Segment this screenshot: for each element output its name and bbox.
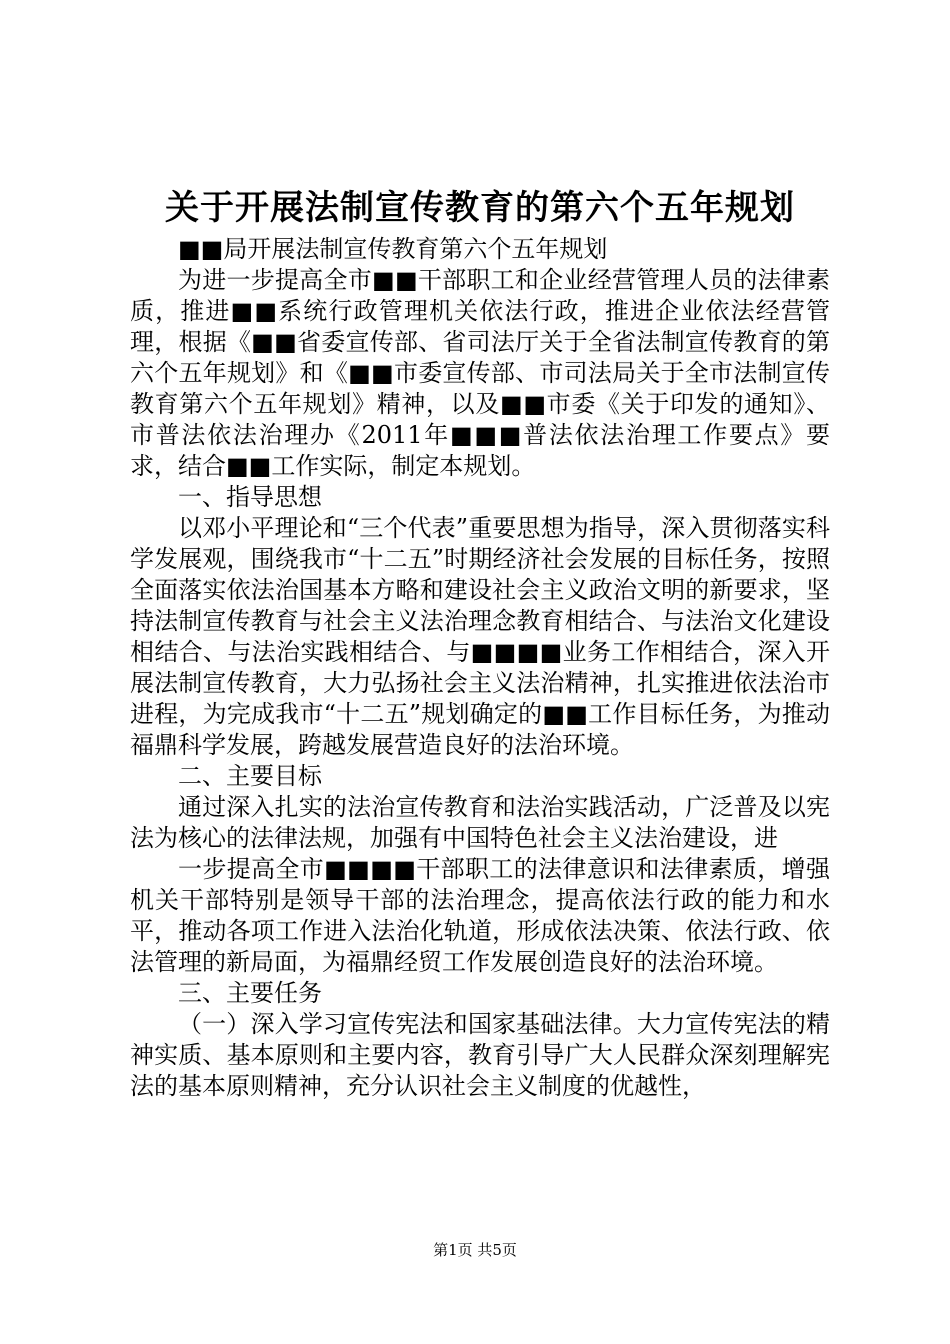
- document-page: [130, 0, 830, 1344]
- paragraph-main-goals-2: 一步提高全市■■■■干部职工的法律意识和法律素质，增强机关干部特别是领导干部的法治理念，提高依法行政的能力和水平，推动各项工作进入法治化轨道，形成依法决策、依法行政、依法管理的新局面，为福鼎经贸工作发展创造良好的法治环境。: [130, 855, 830, 976]
- paragraph-guiding-thought: 以邓小平理论和“三个代表”重要思想为指导，深入贯彻落实科学发展观，围绕我市“十二五”时期经济社会发展的目标任务，按照全面落实依法治国基本方略和建设社会主义政治文明的新要求，坚持法制宣传教育与社会主义法治理念教育相结合、与法治文化建设相结合、与法治实践相结合、与■■■■业务工作相结合，深入开展法制宣传教育，大力弘扬社会主义法治精神，扎实推进依法治市进程，为完成我市“十二五”规划确定的■■工作目标任务，为推动福鼎科学发展，跨越发展营造良好的法治环境。: [130, 514, 830, 759]
- paragraph-subtitle: ■■局开展法制宣传教育第六个五年规划: [178, 235, 608, 263]
- heading-main-goals: 二、主要目标: [178, 762, 322, 790]
- paragraph-intro: 为进一步提高全市■■干部职工和企业经营管理人员的法律素质，推进■■系统行政管理机关依法行政，推进企业依法经营管理，根据《■■省委宣传部、省司法厅关于全省法制宣传教育的第六个五年规划》和《■■市委宣传部、市司法局关于全市法制宣传教育第六个五年规划》精神，以及■■市委《关于印发的通知》、市普法依法治理办《2011年■■■普法依法治理工作要点》要求，结合■■工作实际，制定本规划。: [130, 266, 830, 480]
- heading-guiding-thought: 一、指导思想: [178, 483, 322, 511]
- heading-main-tasks: 三、主要任务: [178, 979, 322, 1007]
- document-body: [130, 234, 830, 1102]
- paragraph-main-goals-1: 通过深入扎实的法治宣传教育和法治实践活动，广泛普及以宪法为核心的法律法规，加强有中国特色社会主义法治建设，进: [130, 793, 830, 852]
- page-footer: 第1页 共5页: [433, 1241, 517, 1259]
- paragraph-task-1: （一）深入学习宣传宪法和国家基础法律。大力宣传宪法的精神实质、基本原则和主要内容，教育引导广大人民群众深刻理解宪法的基本原则精神，充分认识社会主义制度的优越性，: [130, 1010, 830, 1100]
- document-title: 关于开展法制宣传教育的第六个五年规划: [165, 188, 795, 228]
